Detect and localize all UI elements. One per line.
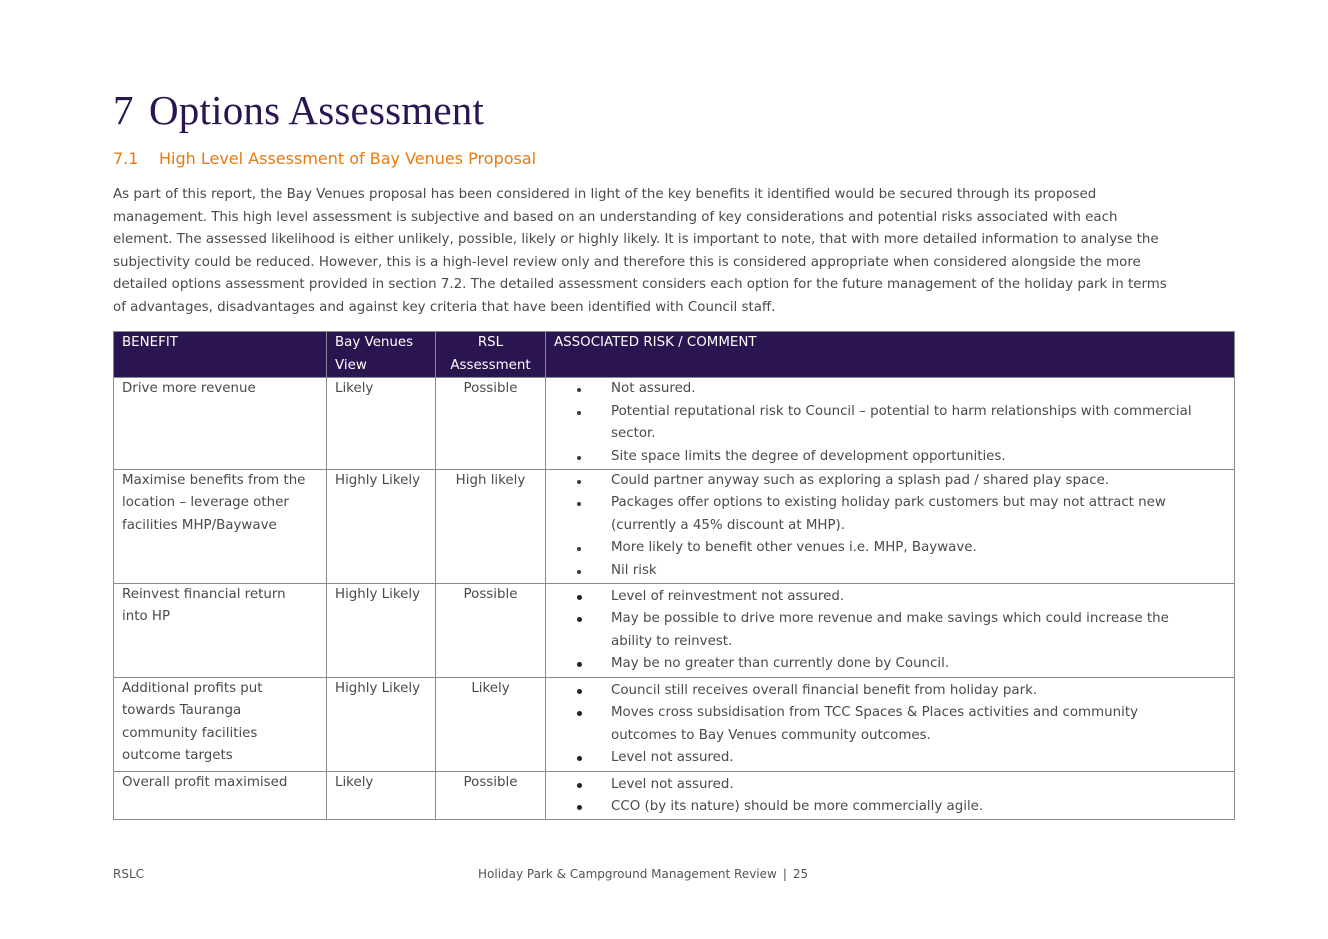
risk-item (576, 702, 1228, 747)
bullet-icon (577, 783, 582, 788)
table-row (114, 583, 1235, 677)
risk-cell (546, 469, 1235, 583)
table-row (114, 677, 1235, 771)
risk-item-line: sector. (611, 426, 656, 442)
risk-cell (546, 771, 1235, 819)
benefit-line: towards Tauranga (122, 703, 242, 719)
footer-doc-title: Holiday Park & Campground Management Review (478, 867, 777, 881)
intro-line: element. The assessed likelihood is either unlikely, possible, likely or highly likely. It is important to note, that with more detailed information to analyse the (113, 232, 1159, 248)
bullet-icon (577, 617, 582, 622)
bullet-icon (577, 689, 582, 694)
benefit-cell (114, 469, 327, 583)
bullet-icon (577, 805, 582, 810)
table-row (114, 469, 1235, 583)
bullet-icon (577, 595, 582, 600)
risk-item (576, 796, 1228, 819)
risk-item-line: Site space limits the degree of development opportunities. (611, 448, 1006, 464)
bullet-icon (577, 570, 581, 574)
risk-item-line: outcomes to Bay Venues community outcomes. (611, 727, 931, 743)
bullet-icon (577, 756, 582, 761)
intro-line: of advantages, disadvantages and against key criteria that have been identified with Council staff. (113, 299, 776, 315)
risk-item (576, 560, 1228, 583)
page-heading (113, 86, 484, 134)
risk-list (576, 772, 1228, 819)
bay-venues-cell: Likely (327, 771, 436, 819)
bullet-icon (577, 547, 581, 551)
risk-item (576, 537, 1228, 560)
footer-page-number: 25 (792, 867, 809, 881)
risk-item-line: ability to reinvest. (611, 633, 733, 649)
footer-org: RSLC (113, 867, 145, 881)
benefit-line: facilities MHP/Baywave (122, 517, 277, 533)
risk-item (576, 608, 1228, 653)
risk-item-line: Level not assured. (611, 776, 734, 792)
risk-item-line: Council still receives overall financial benefit from holiday park. (611, 682, 1038, 698)
risk-item (576, 378, 1228, 401)
risk-cell (546, 677, 1235, 771)
benefit-cell (114, 378, 327, 469)
rsl-cell: High likely (436, 469, 546, 583)
benefit-cell (114, 677, 327, 771)
risk-list (576, 470, 1228, 583)
benefit-line: Reinvest financial return (122, 586, 286, 602)
risk-item (576, 680, 1228, 703)
risk-list (576, 584, 1228, 676)
intro-line: subjectivity could be reduced. However, this is a high-level review only and therefore this is considered appropriate when considered alongside the more (113, 254, 1141, 270)
section-heading (113, 149, 536, 168)
rsl-cell: Possible (436, 378, 546, 469)
risk-item-line: Packages offer options to existing holiday park customers but may not attract new (611, 495, 1166, 511)
risk-item-line: Not assured. (611, 381, 696, 397)
bullet-icon (577, 711, 582, 716)
table-header-row (114, 332, 1235, 378)
bullet-icon (577, 388, 581, 392)
bay-venues-cell: Highly Likely (327, 677, 436, 771)
section-number: 7.1 (113, 149, 139, 168)
bay-venues-cell: Highly Likely (327, 469, 436, 583)
benefit-line: Additional profits put (122, 680, 263, 696)
risk-item (576, 401, 1228, 446)
risk-item-line: Level of reinvestment not assured. (611, 588, 845, 604)
risk-list (576, 378, 1228, 468)
header-rsl-assessment: RSL Assessment (436, 332, 546, 378)
risk-item (576, 446, 1228, 469)
risk-item-line: Level not assured. (611, 750, 734, 766)
bay-venues-cell: Likely (327, 378, 436, 469)
risk-item-line: May be possible to drive more revenue and make savings which could increase the (611, 611, 1169, 627)
table-row (114, 378, 1235, 469)
header-bay-venues-view: Bay Venues View (327, 332, 436, 378)
benefit-line: Overall profit maximised (122, 774, 288, 790)
assessment-table (113, 331, 1235, 820)
rsl-cell: Likely (436, 677, 546, 771)
risk-item-line: More likely to benefit other venues i.e. MHP, Baywave. (611, 540, 977, 556)
footer-title (478, 867, 808, 881)
benefit-line: Maximise benefits from the (122, 472, 306, 488)
table-row (114, 771, 1235, 819)
risk-item (576, 653, 1228, 676)
header-benefit: BENEFIT (114, 332, 327, 378)
benefit-line: outcome targets (122, 748, 233, 764)
header-risk-comment: ASSOCIATED RISK / COMMENT (546, 332, 1235, 378)
bullet-icon (577, 662, 582, 667)
risk-item (576, 747, 1228, 770)
risk-item-line: May be no greater than currently done by Council. (611, 656, 950, 672)
rsl-cell: Possible (436, 583, 546, 677)
bullet-icon (577, 456, 581, 460)
heading-number: 7 (113, 87, 134, 133)
intro-line: As part of this report, the Bay Venues proposal has been considered in light of the key benefits it identified would be secured through its proposed (113, 187, 1097, 202)
rsl-cell: Possible (436, 771, 546, 819)
intro-paragraph (113, 184, 1223, 320)
intro-line: management. This high level assessment is subjective and based on an understanding of key considerations and potential risks associated with each (113, 209, 1118, 225)
bay-venues-cell: Highly Likely (327, 583, 436, 677)
risk-cell (546, 378, 1235, 469)
benefit-line: Drive more revenue (122, 381, 256, 397)
benefit-line: location – leverage other (122, 495, 289, 511)
risk-item (576, 470, 1228, 493)
benefit-line: community facilities (122, 725, 258, 741)
risk-item-line: Moves cross subsidisation from TCC Spaces & Places activities and community (611, 705, 1139, 721)
footer-separator: | (782, 867, 787, 881)
bullet-icon (577, 480, 581, 484)
benefit-cell (114, 583, 327, 677)
section-title: High Level Assessment of Bay Venues Proposal (159, 149, 537, 168)
risk-item (576, 774, 1228, 797)
risk-item-line: Nil risk (611, 562, 657, 578)
bullet-icon (577, 502, 581, 506)
heading-title: Options Assessment (149, 87, 485, 133)
risk-item-line: Potential reputational risk to Council – potential to harm relationships with commercial (611, 403, 1192, 419)
intro-line: detailed options assessment provided in section 7.2. The detailed assessment considers each option for the future management of the holiday park in terms (113, 277, 1167, 293)
benefit-line: into HP (122, 609, 171, 625)
benefit-cell (114, 771, 327, 819)
bullet-icon (577, 411, 581, 415)
risk-item-line: CCO (by its nature) should be more commercially agile. (611, 799, 984, 815)
risk-item-line: (currently a 45% discount at MHP). (611, 517, 846, 533)
risk-cell (546, 583, 1235, 677)
risk-item (576, 586, 1228, 609)
risk-item (576, 492, 1228, 537)
risk-item-line: Could partner anyway such as exploring a splash pad / shared play space. (611, 472, 1110, 488)
risk-list (576, 678, 1228, 770)
